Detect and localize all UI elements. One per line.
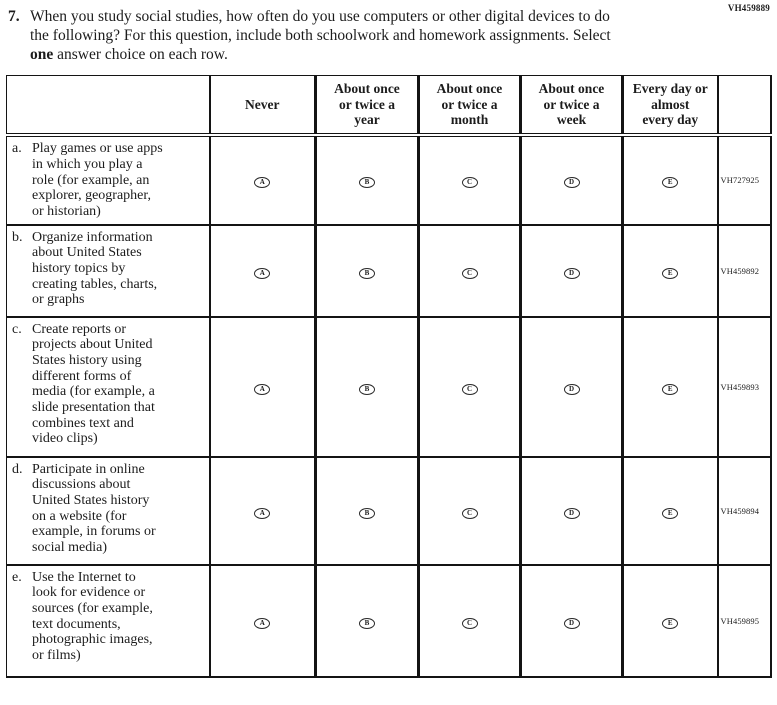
row-stem: [11, 230, 207, 308]
option-cell-every-day: [623, 225, 718, 317]
row-stem: [11, 462, 207, 556]
option-cell-never: [210, 565, 316, 677]
option-cell-never: [210, 135, 316, 224]
option-cell-every-day: [623, 317, 718, 457]
answer-bubble-c[interactable]: [462, 618, 478, 629]
bubble-letter: B: [364, 618, 370, 627]
bubble-letter: D: [568, 178, 575, 187]
answer-bubble-e[interactable]: [662, 177, 678, 188]
answer-bubble-e[interactable]: [662, 384, 678, 395]
answer-bubble-d[interactable]: [564, 177, 580, 188]
answer-bubble-e[interactable]: [662, 618, 678, 629]
bubble-letter: D: [568, 268, 575, 277]
bubble-letter: C: [466, 618, 473, 627]
row-code-cell: [718, 225, 771, 317]
row-stem-cell: [7, 225, 210, 317]
table-row: [7, 457, 771, 565]
option-cell-never: [210, 317, 316, 457]
bubble-letter: E: [667, 508, 673, 517]
answer-bubble-b[interactable]: [359, 618, 375, 629]
page-accession-code: VH459889: [727, 3, 770, 13]
item-code: VH459893: [720, 381, 760, 392]
bubble-letter: C: [466, 268, 473, 277]
bubble-letter: D: [568, 508, 575, 517]
question-table-body: [7, 135, 771, 676]
header-row: [7, 75, 771, 135]
answer-bubble-d[interactable]: [564, 618, 580, 629]
bubble-letter: C: [466, 508, 473, 517]
column-header-once-twice-year: About once or twice a year: [316, 75, 419, 135]
bubble-letter: A: [259, 268, 265, 277]
bubble-letter: E: [667, 618, 673, 627]
answer-bubble-a[interactable]: [254, 384, 270, 395]
row-letter: a.: [12, 141, 22, 157]
option-cell-once-twice-year: [316, 565, 419, 677]
option-cell-once-twice-week: [521, 457, 623, 565]
option-cell-once-twice-month: [419, 317, 521, 457]
bubble-letter: E: [667, 178, 673, 187]
row-stem: [11, 570, 207, 664]
column-header-never: Never: [210, 75, 316, 135]
row-statement: Use the Internet to look for evidence or sources (for example, text documents, photographic images, or films): [32, 569, 153, 663]
answer-bubble-c[interactable]: [462, 384, 478, 395]
row-stem: [11, 322, 207, 447]
row-code-cell: [718, 135, 771, 224]
option-cell-every-day: [623, 457, 718, 565]
question-text-end: answer choice on each row.: [53, 45, 228, 63]
bubble-letter: A: [259, 508, 265, 517]
option-cell-once-twice-month: [419, 225, 521, 317]
row-statement: Create reports or projects about United States history using different forms of media (for example, a slide presentation that combines text and video clips): [32, 321, 155, 447]
row-letter: e.: [12, 569, 22, 585]
bubble-letter: B: [364, 508, 370, 517]
bubble-letter: A: [259, 178, 265, 187]
answer-bubble-c[interactable]: [462, 268, 478, 279]
option-cell-once-twice-year: [316, 225, 419, 317]
answer-bubble-a[interactable]: [254, 508, 270, 519]
option-cell-once-twice-year: [316, 135, 419, 224]
answer-bubble-d[interactable]: [564, 268, 580, 279]
answer-bubble-d[interactable]: [564, 384, 580, 395]
question-text-bold-word: one: [30, 45, 54, 63]
option-cell-never: [210, 457, 316, 565]
header-code-column-cell: [718, 75, 771, 135]
table-row: [7, 135, 771, 224]
option-cell-once-twice-month: [419, 135, 521, 224]
option-cell-once-twice-month: [419, 565, 521, 677]
column-header-every-day: Every day or almost every day: [623, 75, 718, 135]
table-row: [7, 317, 771, 457]
bubble-letter: C: [466, 384, 473, 393]
row-letter: b.: [12, 229, 23, 245]
question-block: [8, 8, 777, 65]
option-cell-once-twice-month: [419, 457, 521, 565]
row-stem-cell: [7, 565, 210, 677]
item-code: VH727925: [720, 175, 760, 186]
bubble-letter: E: [667, 384, 673, 393]
item-code: VH459892: [720, 265, 760, 276]
question-number: 7.: [8, 8, 20, 25]
option-cell-once-twice-year: [316, 457, 419, 565]
answer-bubble-c[interactable]: [462, 177, 478, 188]
answer-bubble-a[interactable]: [254, 177, 270, 188]
table-row: [7, 565, 771, 677]
option-cell-once-twice-year: [316, 317, 419, 457]
table-header: [7, 75, 771, 135]
row-statement: Organize information about United States history topics by creating tables, charts, or graphs: [32, 229, 158, 308]
row-statement: Participate in online discussions about United States history on a website (for example, in forums or social media): [32, 461, 156, 555]
answer-bubble-c[interactable]: [462, 508, 478, 519]
row-code-cell: [718, 457, 771, 565]
question-text-start: When you study social studies, how often do you use computers or other digital devices to do the following? For this question, include both schoolwork and homework assignments. Select: [30, 8, 611, 44]
answer-bubble-d[interactable]: [564, 508, 580, 519]
bubble-letter: A: [259, 618, 265, 627]
bubble-letter: D: [568, 384, 575, 393]
option-cell-once-twice-week: [521, 225, 623, 317]
answer-bubble-e[interactable]: [662, 508, 678, 519]
column-header-once-twice-week: About once or twice a week: [521, 75, 623, 135]
row-statement: Play games or use apps in which you play a role (for example, an explorer, geographer, or historian): [32, 141, 163, 219]
option-cell-every-day: [623, 135, 718, 224]
answer-bubble-e[interactable]: [662, 268, 678, 279]
answer-bubble-a[interactable]: [254, 618, 270, 629]
item-code: VH459894: [720, 505, 760, 516]
answer-bubble-a[interactable]: [254, 268, 270, 279]
item-code: VH459895: [720, 615, 760, 626]
row-stem-cell: [7, 457, 210, 565]
answer-bubble-b[interactable]: [359, 268, 375, 279]
answer-bubble-b[interactable]: [359, 508, 375, 519]
row-code-cell: [718, 317, 771, 457]
option-cell-never: [210, 225, 316, 317]
row-letter: d.: [12, 461, 23, 477]
column-header-once-twice-month: About once or twice a month: [419, 75, 521, 135]
bubble-letter: D: [568, 618, 575, 627]
header-corner-cell: [7, 75, 210, 135]
table-row: [7, 225, 771, 317]
bubble-letter: A: [259, 384, 265, 393]
option-cell-once-twice-week: [521, 565, 623, 677]
option-cell-every-day: [623, 565, 718, 677]
bubble-letter: B: [364, 268, 370, 277]
bubble-letter: B: [364, 384, 370, 393]
row-stem: [11, 141, 207, 219]
row-stem-cell: [7, 317, 210, 457]
row-code-cell: [718, 565, 771, 677]
bubble-letter: B: [364, 178, 370, 187]
question-text: [30, 8, 626, 65]
frequency-matrix-table: [6, 75, 772, 678]
bubble-letter: E: [667, 268, 673, 277]
row-letter: c.: [12, 321, 22, 337]
row-stem-cell: [7, 135, 210, 224]
bubble-letter: C: [466, 178, 473, 187]
answer-bubble-b[interactable]: [359, 384, 375, 395]
option-cell-once-twice-week: [521, 317, 623, 457]
option-cell-once-twice-week: [521, 135, 623, 224]
answer-bubble-b[interactable]: [359, 177, 375, 188]
